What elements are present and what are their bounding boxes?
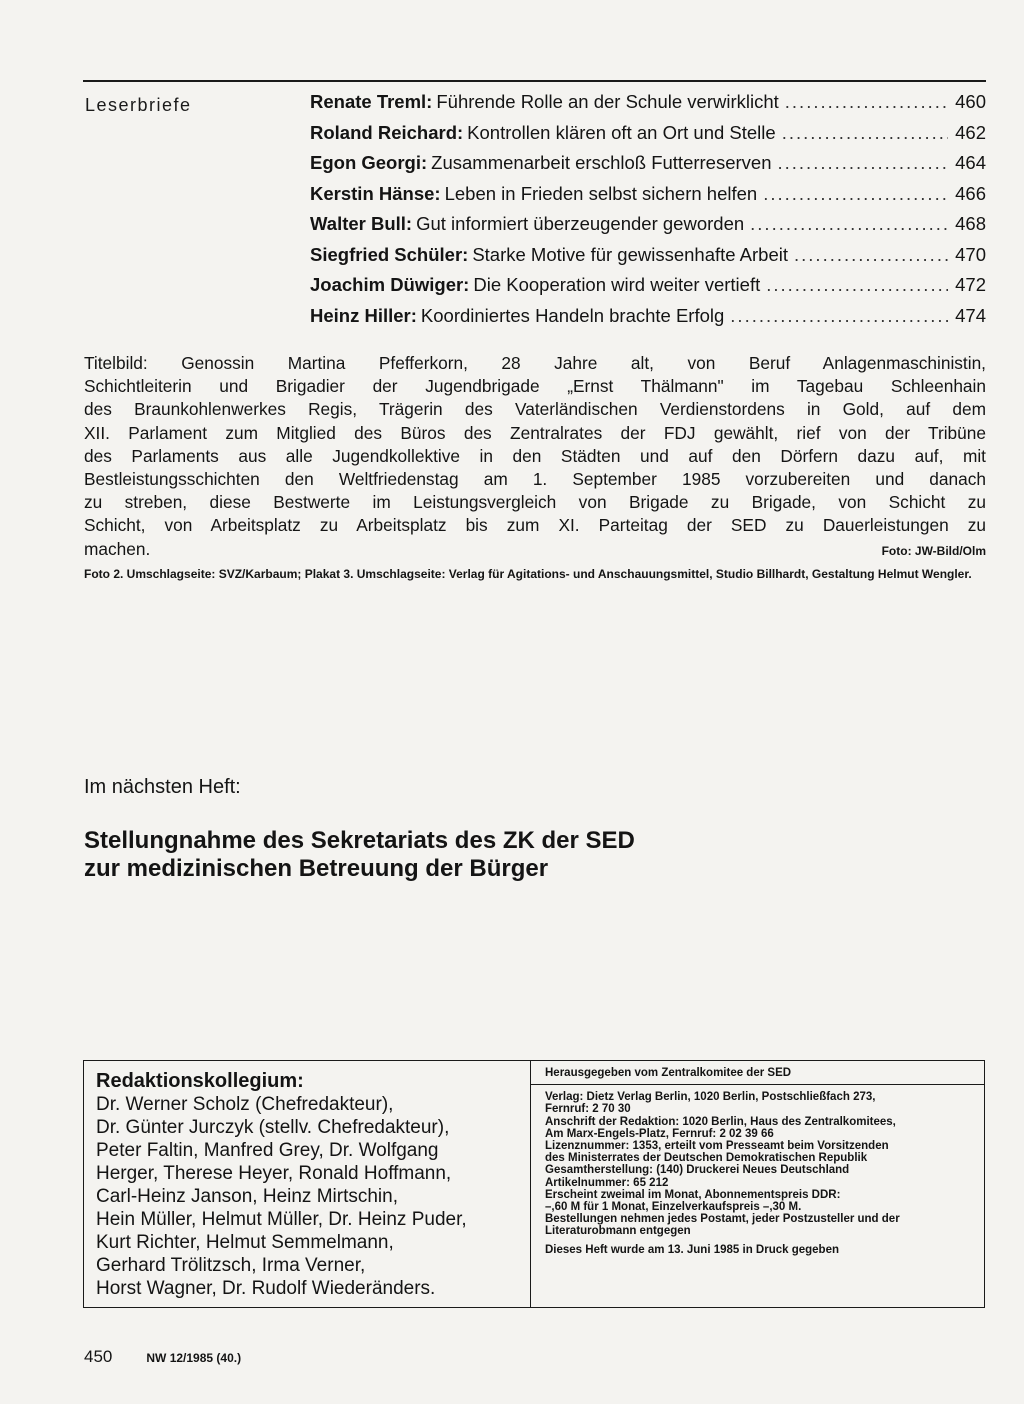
toc-page: 460 (955, 91, 986, 112)
toc-author: Joachim Düwiger: (310, 274, 470, 295)
toc-leader (766, 274, 948, 296)
editor-line: Dr. Günter Jurczyk (stellv. Chefredakteur), (96, 1117, 450, 1138)
toc-author: Kerstin Hänse: (310, 182, 441, 204)
toc-leader (763, 183, 948, 205)
imprint-line: Bestellungen nehmen jedes Postamt, jeder Postzusteller und der (545, 1213, 900, 1226)
print-date: Dieses Heft wurde am 13. Juni 1985 in Druck gegeben (545, 1243, 839, 1256)
imprint-line: Lizenznummer: 1353, erteilt vom Presseamt beim Vorsitzenden (545, 1140, 889, 1153)
toc-entry (310, 305, 986, 336)
toc-author: Roland Reichard: (310, 121, 464, 143)
editor-line: Carl-Heinz Janson, Heinz Mirtschin, (96, 1186, 398, 1207)
editor-line: Hein Müller, Helmut Müller, Dr. Heinz Puder, (96, 1209, 467, 1230)
caption-line: Schichtleiterin und Brigadier der Jugendbrigade „Ernst Thälmann" im Tagebau Schleenhain (84, 376, 986, 397)
top-rule (83, 80, 986, 82)
toc-leader (785, 91, 948, 113)
toc-title: Gut informiert überzeugender geworden (416, 213, 745, 234)
image-credits: Foto 2. Umschlagseite: SVZ/Karbaum; Plakat 3. Umschlagseite: Verlag für Agitations- und Anschauungsmittel, Studio Billhardt, Gestaltung Helmut Wengler. (84, 567, 972, 581)
toc-title: Zusammenarbeit erschloß Futterreserven (431, 152, 772, 173)
section-label: Leserbriefe (85, 95, 192, 115)
toc-page: 474 (955, 304, 986, 326)
toc-leader (782, 122, 948, 144)
publisher-line: Herausgegeben vom Zentralkomitee der SED (545, 1067, 792, 1079)
table-of-contents (310, 91, 986, 335)
next-issue-headline (84, 827, 884, 883)
toc-page: 464 (955, 152, 986, 173)
toc-title: Die Kooperation wird weiter vertieft (473, 274, 761, 295)
caption-line: des Parlaments aus alle Jugendkollektive in den Städten und auf den Dörfern dazu auf, mit (84, 445, 986, 466)
toc-entry (310, 274, 986, 305)
toc-entry (310, 122, 986, 153)
toc-page: 468 (955, 213, 986, 234)
toc-page: 462 (955, 121, 986, 143)
headline-line: Stellungnahme des Sekretariats des ZK der SED (84, 827, 635, 854)
toc-page: 472 (955, 274, 986, 295)
imprint-details (545, 1091, 976, 1237)
imprint (531, 1061, 984, 1307)
toc-entry (310, 152, 986, 183)
editorial-board-names (96, 1093, 530, 1300)
caption-line: Titelbild: Genossin Martina Pfefferkorn, 28 Jahre alt, von Beruf Anlagenmaschinistin, (84, 353, 986, 373)
caption-line: Bestleistungsschichten den Weltfriedenstag am 1. September 1985 vorzubereiten und danach (84, 469, 986, 490)
next-issue-label: Im nächsten Heft: (84, 776, 241, 798)
editor-line: Gerhard Trölitzsch, Irma Verner, (96, 1255, 366, 1276)
imprint-line: Gesamtherstellung: (140) Druckerei Neues Deutschland (545, 1164, 850, 1177)
toc-author: Egon Georgi: (310, 152, 428, 173)
editor-line: Kurt Richter, Helmut Semmelmann, (96, 1232, 394, 1253)
toc-author: Renate Treml: (310, 91, 433, 112)
caption-line: des Braunkohlenwerkes Regis, Trägerin des Vaterländischen Verdienstordens in Gold, auf dem (84, 399, 986, 420)
imprint-line: Verlag: Dietz Verlag Berlin, 1020 Berlin, Postschließfach 273, (545, 1091, 876, 1104)
caption-line: zu streben, diese Bestwerte im Leistungsvergleich von Brigade zu Brigade, von Schicht zu (84, 492, 986, 513)
caption-line: Schicht, von Arbeitsplatz zu Arbeitsplatz bis zum XI. Parteitag der SED zu Dauerleistungen zu (84, 515, 986, 536)
headline-line: zur medizinischen Betreuung der Bürger (84, 855, 549, 882)
editor-line: Peter Faltin, Manfred Grey, Dr. Wolfgang (96, 1140, 439, 1161)
toc-author: Heinz Hiller: (310, 304, 417, 326)
imprint-line: des Ministerrates der Deutschen Demokratischen Republik (545, 1152, 868, 1165)
toc-title: Führende Rolle an der Schule verwirklicht (436, 91, 779, 112)
imprint-line: Literaturobmann entgegen (545, 1225, 691, 1238)
imprint-line: –,60 M für 1 Monat, Einzelverkaufspreis –,30 M. (545, 1201, 802, 1214)
caption-line: machen. (84, 538, 151, 559)
imprint-line: Artikelnummer: 65 212 (545, 1176, 669, 1189)
toc-entry (310, 244, 986, 275)
toc-title: Starke Motive für gewissenhafte Arbeit (472, 243, 789, 265)
toc-leader (778, 152, 949, 174)
toc-title: Kontrollen klären oft an Ort und Stelle (467, 121, 776, 143)
imprint-line: Am Marx-Engels-Platz, Fernruf: 2 02 39 66 (545, 1127, 774, 1140)
toc-page: 470 (955, 243, 986, 265)
toc-page: 466 (955, 182, 986, 204)
page-number: 450 (84, 1347, 113, 1366)
issue-reference: NW 12/1985 (40.) (146, 1351, 242, 1365)
caption-last-line (84, 538, 986, 563)
photo-credit: Foto: JW-Bild/Olm (881, 543, 986, 558)
editorial-board-heading: Redaktionskollegium: (96, 1070, 304, 1092)
toc-title: Leben in Frieden selbst sichern helfen (444, 182, 758, 204)
toc-leader (730, 305, 948, 327)
editor-line: Dr. Werner Scholz (Chefredakteur), (96, 1094, 394, 1115)
toc-author: Siegfried Schüler: (310, 243, 469, 265)
toc-leader (794, 244, 948, 266)
masthead-box (83, 1060, 985, 1308)
toc-title: Koordiniertes Handeln brachte Erfolg (420, 304, 725, 326)
toc-entry (310, 183, 986, 214)
toc-author: Walter Bull: (310, 213, 413, 234)
editorial-board (84, 1061, 531, 1307)
imprint-line: Anschrift der Redaktion: 1020 Berlin, Haus des Zentralkomitees, (545, 1115, 896, 1128)
imprint-line: Fernruf: 2 70 30 (545, 1103, 631, 1116)
imprint-divider (531, 1084, 984, 1085)
caption-line: XII. Parlament zum Mitglied des Büros des Zentralrates der FDJ gewählt, rief von der Tribüne (84, 422, 986, 443)
imprint-line: Erscheint zweimal im Monat, Abonnementspreis DDR: (545, 1188, 841, 1201)
editor-line: Horst Wagner, Dr. Rudolf Wiederänders. (96, 1278, 436, 1299)
page-footer (84, 1347, 241, 1367)
toc-leader (750, 213, 948, 235)
toc-entry (310, 91, 986, 122)
editor-line: Herger, Therese Heyer, Ronald Hoffmann, (96, 1163, 452, 1184)
cover-caption (84, 352, 986, 563)
toc-entry (310, 213, 986, 244)
